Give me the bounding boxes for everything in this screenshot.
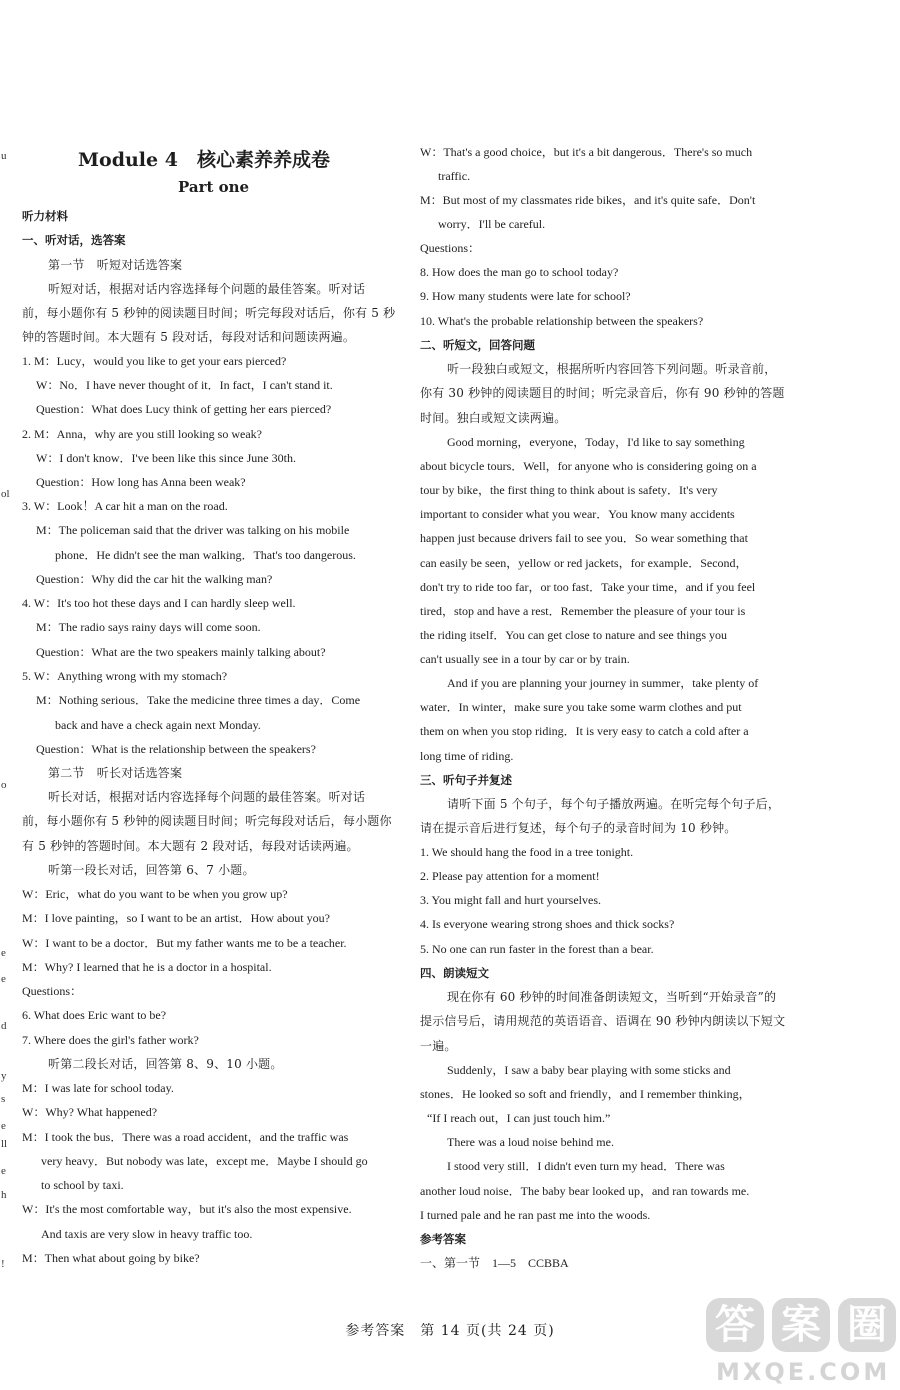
text-line: 4. W：It's too hot these days and I can hardly sleep well. — [22, 596, 296, 610]
text-line: M：Then what about going by bike? — [22, 1251, 200, 1265]
text-line: 请在提示音后进行复述，每个句子的录音时间为 10 秒钟。 — [420, 821, 737, 835]
text-line: M：I was late for school today. — [22, 1081, 174, 1095]
text-line: Questions： — [22, 984, 83, 998]
text-line: 听第二段长对话，回答第 8、9、10 小题。 — [48, 1057, 283, 1071]
text-line: tired，stop and have a rest．Remember the pleasure of your tour is — [420, 604, 746, 618]
watermark-url: MXQE.COM — [716, 1358, 891, 1386]
text-line: M：Nothing serious．Take the medicine three times a day．Come — [36, 693, 361, 707]
text-line: can't usually see in a tour by car or by train. — [420, 652, 630, 666]
text-line: W：Eric，what do you want to be when you grow up? — [22, 887, 288, 901]
margin-letter: y — [1, 1070, 7, 1082]
text-line: 参考答案 — [420, 1232, 466, 1246]
watermark-char: 案 — [772, 1298, 830, 1352]
text-line: 钟的答题时间。本大题有 5 段对话，每段对话和问题读两遍。 — [22, 330, 356, 344]
text-line: 10. What's the probable relationship between the speakers? — [420, 314, 704, 328]
margin-letter: ol — [1, 488, 10, 500]
text-line: 2. Please pay attention for a moment! — [420, 869, 600, 883]
text-line: back and have a check again next Monday. — [55, 718, 261, 732]
margin-letter: e — [1, 973, 6, 985]
margin-letter: e — [1, 1120, 6, 1132]
margin-letter: e — [1, 1165, 6, 1177]
text-line: tour by bike，the first thing to think about is safety．It's very — [420, 483, 718, 497]
margin-letter: ! — [1, 1258, 5, 1270]
text-line: Questions： — [420, 241, 481, 255]
text-line: Question：What does Lucy think of getting her ears pierced? — [36, 402, 332, 416]
text-line: happen just because drivers fail to see you．So wear something that — [420, 531, 748, 545]
page-title: Module 4 核心素养养成卷 — [78, 149, 330, 171]
text-line: 现在你有 60 秒钟的时间准备朗读短文，当听到“开始录音”的 — [447, 990, 777, 1004]
text-line: 第一节 听短对话选答案 — [48, 258, 183, 272]
text-line: W：I want to be a doctor．But my father wants me to be a teacher. — [22, 936, 347, 950]
text-line: 5. No one can run faster in the forest than a bear. — [420, 942, 654, 956]
text-line: M：Why? I learned that he is a doctor in a hospital. — [22, 960, 272, 974]
text-line: 时间。独白或短文读两遍。 — [420, 411, 567, 425]
text-line: the riding itself．You can get close to nature and see things you — [420, 628, 728, 642]
text-line: 前，每小题你有 5 秒钟的阅读题目时间；听完每段对话后，你有 5 秒 — [22, 306, 396, 320]
text-line: I turned pale and he ran past me into the woods. — [420, 1208, 651, 1222]
text-line: 你有 30 秒钟的阅读题目的时间；听完录音后，你有 90 秒钟的答题 — [420, 386, 785, 400]
margin-letter: u — [1, 150, 7, 162]
text-line: M：The radio says rainy days will come soon. — [36, 620, 261, 634]
margin-letter: e — [1, 947, 6, 959]
text-line: 前，每小题你有 5 秒钟的阅读题目时间；听完每段对话后，每小题你 — [22, 814, 392, 828]
text-line: And taxis are very slow in heavy traffic too. — [41, 1227, 253, 1241]
text-line: very heavy．But nobody was late，except me．Maybe I should go — [41, 1154, 368, 1168]
text-line: 6. What does Eric want to be? — [22, 1008, 167, 1022]
text-line: Good morning，everyone，Today，I'd like to say something — [447, 435, 745, 449]
text-line: M：But most of my classmates ride bikes，and it's quite safe．Don't — [420, 193, 756, 207]
margin-letter: ll — [1, 1138, 8, 1150]
text-line: 3. You might fall and hurt yourselves. — [420, 893, 601, 907]
text-line: 三、听句子并复述 — [420, 773, 512, 787]
text-line: W：That's a good choice，but it's a bit dangerous．There's so much — [420, 145, 753, 159]
text-line: 听力材料 — [22, 209, 68, 223]
margin-letter: d — [1, 1020, 7, 1032]
text-line: 3. W：Look！A car hit a man on the road. — [22, 499, 228, 513]
text-line: Question：Why did the car hit the walking man? — [36, 572, 273, 586]
text-line: 有 5 秒钟的答题时间。本大题有 2 段对话，每段对话读两遍。 — [22, 839, 359, 853]
text-line: W：Why? What happened? — [22, 1105, 158, 1119]
text-line: can easily be seen，yellow or red jackets，for example．Second， — [420, 556, 748, 570]
text-line: 提示信号后，请用规范的英语语音、语调在 90 秒钟内朗读以下短文 — [420, 1014, 786, 1028]
text-line: 2. M：Anna，why are you still looking so weak? — [22, 427, 262, 441]
text-line: W：No．I have never thought of it．In fact，I can't stand it. — [36, 378, 333, 392]
margin-letter: o — [1, 779, 7, 791]
text-line: “If I reach out，I can just touch him.” — [427, 1111, 611, 1125]
text-line: about bicycle tours．Well，for anyone who is considering going on a — [420, 459, 757, 473]
text-line: M：The policeman said that the driver was talking on his mobile — [36, 523, 350, 537]
text-line: 四、朗读短文 — [420, 966, 489, 980]
watermark-char: 答 — [706, 1298, 764, 1352]
text-line: 9. How many students were late for school? — [420, 289, 631, 303]
text-line: M：I took the bus．There was a road accident，and the traffic was — [22, 1130, 349, 1144]
text-line: Question：What are the two speakers mainly talking about? — [36, 645, 326, 659]
margin-letter: h — [1, 1189, 7, 1201]
text-line: 听一段独白或短文，根据所听内容回答下列问题。听录音前， — [447, 362, 777, 376]
page-footer: 参考答案 第 14 页(共 24 页) — [345, 1323, 555, 1339]
text-line: stones．He looked so soft and friendly，and I remember thinking， — [420, 1087, 751, 1101]
text-line: There was a loud noise behind me. — [447, 1135, 614, 1149]
text-line: 请听下面 5 个句子，每个句子播放两遍。在听完每个句子后， — [447, 797, 781, 811]
text-line: worry．I'll be careful. — [438, 217, 546, 231]
text-line: W：I don't know．I've been like this since June 30th. — [36, 451, 296, 465]
text-line: to school by taxi. — [41, 1178, 124, 1192]
text-line: 听长对话，根据对话内容选择每个问题的最佳答案。听对话 — [48, 790, 366, 804]
watermark-logo — [706, 1298, 896, 1388]
text-line: 一、第一节 1—5 CCBBA — [420, 1256, 569, 1270]
text-line: long time of riding. — [420, 749, 514, 763]
page-subtitle: Part one — [178, 178, 250, 196]
text-line: 8. How does the man go to school today? — [420, 265, 619, 279]
text-line: 5. W：Anything wrong with my stomach? — [22, 669, 228, 683]
text-line: don't try to ride too far，or too fast．Take your time，and if you feel — [420, 580, 756, 594]
text-line: 一遍。 — [420, 1039, 457, 1053]
text-line: 一、听对话，选答案 — [22, 233, 126, 247]
text-line: And if you are planning your journey in summer，take plenty of — [447, 676, 759, 690]
text-line: phone．He didn't see the man walking．That's too dangerous. — [55, 548, 356, 562]
text-line: important to consider what you wear．You know many accidents — [420, 507, 735, 521]
text-line: Suddenly，I saw a baby bear playing with some sticks and — [447, 1063, 731, 1077]
text-line: 听短对话，根据对话内容选择每个问题的最佳答案。听对话 — [48, 282, 366, 296]
text-line: M：I love painting，so I want to be an artist．How about you? — [22, 911, 330, 925]
text-line: traffic. — [438, 169, 471, 183]
text-line: I stood very still．I didn't even turn my head．There was — [447, 1159, 725, 1173]
margin-letter: s — [1, 1093, 6, 1105]
text-line: Question：What is the relationship between the speakers? — [36, 742, 316, 756]
text-line: 7. Where does the girl's father work? — [22, 1033, 199, 1047]
text-line: Question：How long has Anna been weak? — [36, 475, 246, 489]
text-line: water．In winter，make sure you take some warm clothes and put — [420, 700, 742, 714]
text-line: them on when you stop riding．It is very easy to catch a cold after a — [420, 724, 749, 738]
text-line: 4. Is everyone wearing strong shoes and thick socks? — [420, 917, 675, 931]
text-line: 听第一段长对话，回答第 6、7 小题。 — [48, 863, 255, 877]
text-line: 二、听短文，回答问题 — [420, 338, 535, 352]
text-line: W：It's the most comfortable way，but it's also the most expensive. — [22, 1202, 352, 1216]
text-line: 1. We should hang the food in a tree tonight. — [420, 845, 634, 859]
watermark-char: 圈 — [838, 1298, 896, 1352]
text-line: another loud noise．The baby bear looked up，and ran towards me. — [420, 1184, 750, 1198]
text-line: 1. M：Lucy，would you like to get your ears pierced? — [22, 354, 287, 368]
text-line: 第二节 听长对话选答案 — [48, 766, 183, 780]
